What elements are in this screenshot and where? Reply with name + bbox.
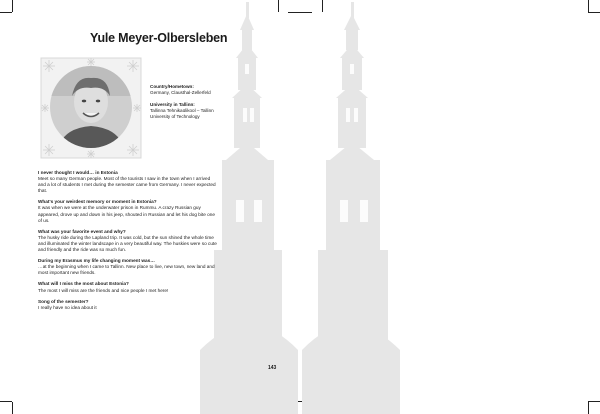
crop-mark — [588, 12, 600, 13]
crop-mark — [588, 402, 589, 414]
crop-mark — [588, 401, 600, 402]
crop-mark — [12, 0, 13, 12]
profile-info — [150, 84, 260, 126]
interview-section — [38, 170, 218, 316]
answer: The husky ride during the Lapland trip. It was cold, but the sun shined the whole time and illuminated the winter landscape in a very beautiful way. The huskies were so cute and friendly and the ride was so much fun. — [38, 234, 217, 253]
answer: I really have no idea about it — [38, 304, 97, 310]
crop-mark — [0, 401, 12, 402]
qa-item — [38, 229, 218, 253]
tallinn-towers-illustration — [200, 0, 400, 414]
country-label: Country/Hometown: — [150, 84, 194, 89]
answer: It was when we were at the underwater prison in Rummu. A crazy Russian guy appeared, drove up and down in his jeep, shouted in Russian and let his dog bite one of us. — [38, 205, 215, 223]
question: What was your favorite event and why? — [38, 228, 126, 234]
crop-mark — [12, 402, 13, 414]
university-label: University in Tallinn: — [150, 102, 195, 107]
answer: The most I will miss are the friends and nice people I met here! — [38, 287, 169, 293]
crop-mark — [588, 0, 589, 12]
page-title: Yule Meyer-Olbersleben — [90, 31, 228, 45]
qa-item — [38, 199, 218, 223]
answer: …at the beginning when I came to Tallinn. New place to live, new town, new land and most important new friends. — [38, 264, 215, 276]
question: What will I miss the most about Estonia? — [38, 281, 129, 287]
crop-mark — [0, 12, 12, 13]
qa-item — [38, 258, 218, 276]
page-number: 143 — [268, 365, 277, 371]
qa-item — [38, 299, 218, 311]
portrait-photo — [50, 66, 132, 148]
answer: Meet so many German people. Most of the tourists I saw in the town when I arrived and a lot of students I met during the semester came from Germany. I never expected that. — [38, 176, 216, 194]
qa-item — [38, 170, 218, 194]
question: During my Erasmus my life changing moment was… — [38, 258, 155, 264]
question: What's your weirdest memory or moment in Estonia? — [38, 199, 157, 205]
university-value-cont: University of Technology — [150, 114, 200, 119]
question: I never thought I would… in Estonia — [38, 170, 118, 175]
university-value: Tallinna Tehnikaülikool – Tallinn — [150, 108, 214, 113]
country-value: Germany, Clausthal-Zellerfeld — [150, 90, 211, 95]
question: Song of the semester? — [38, 298, 89, 304]
qa-item — [38, 281, 218, 293]
